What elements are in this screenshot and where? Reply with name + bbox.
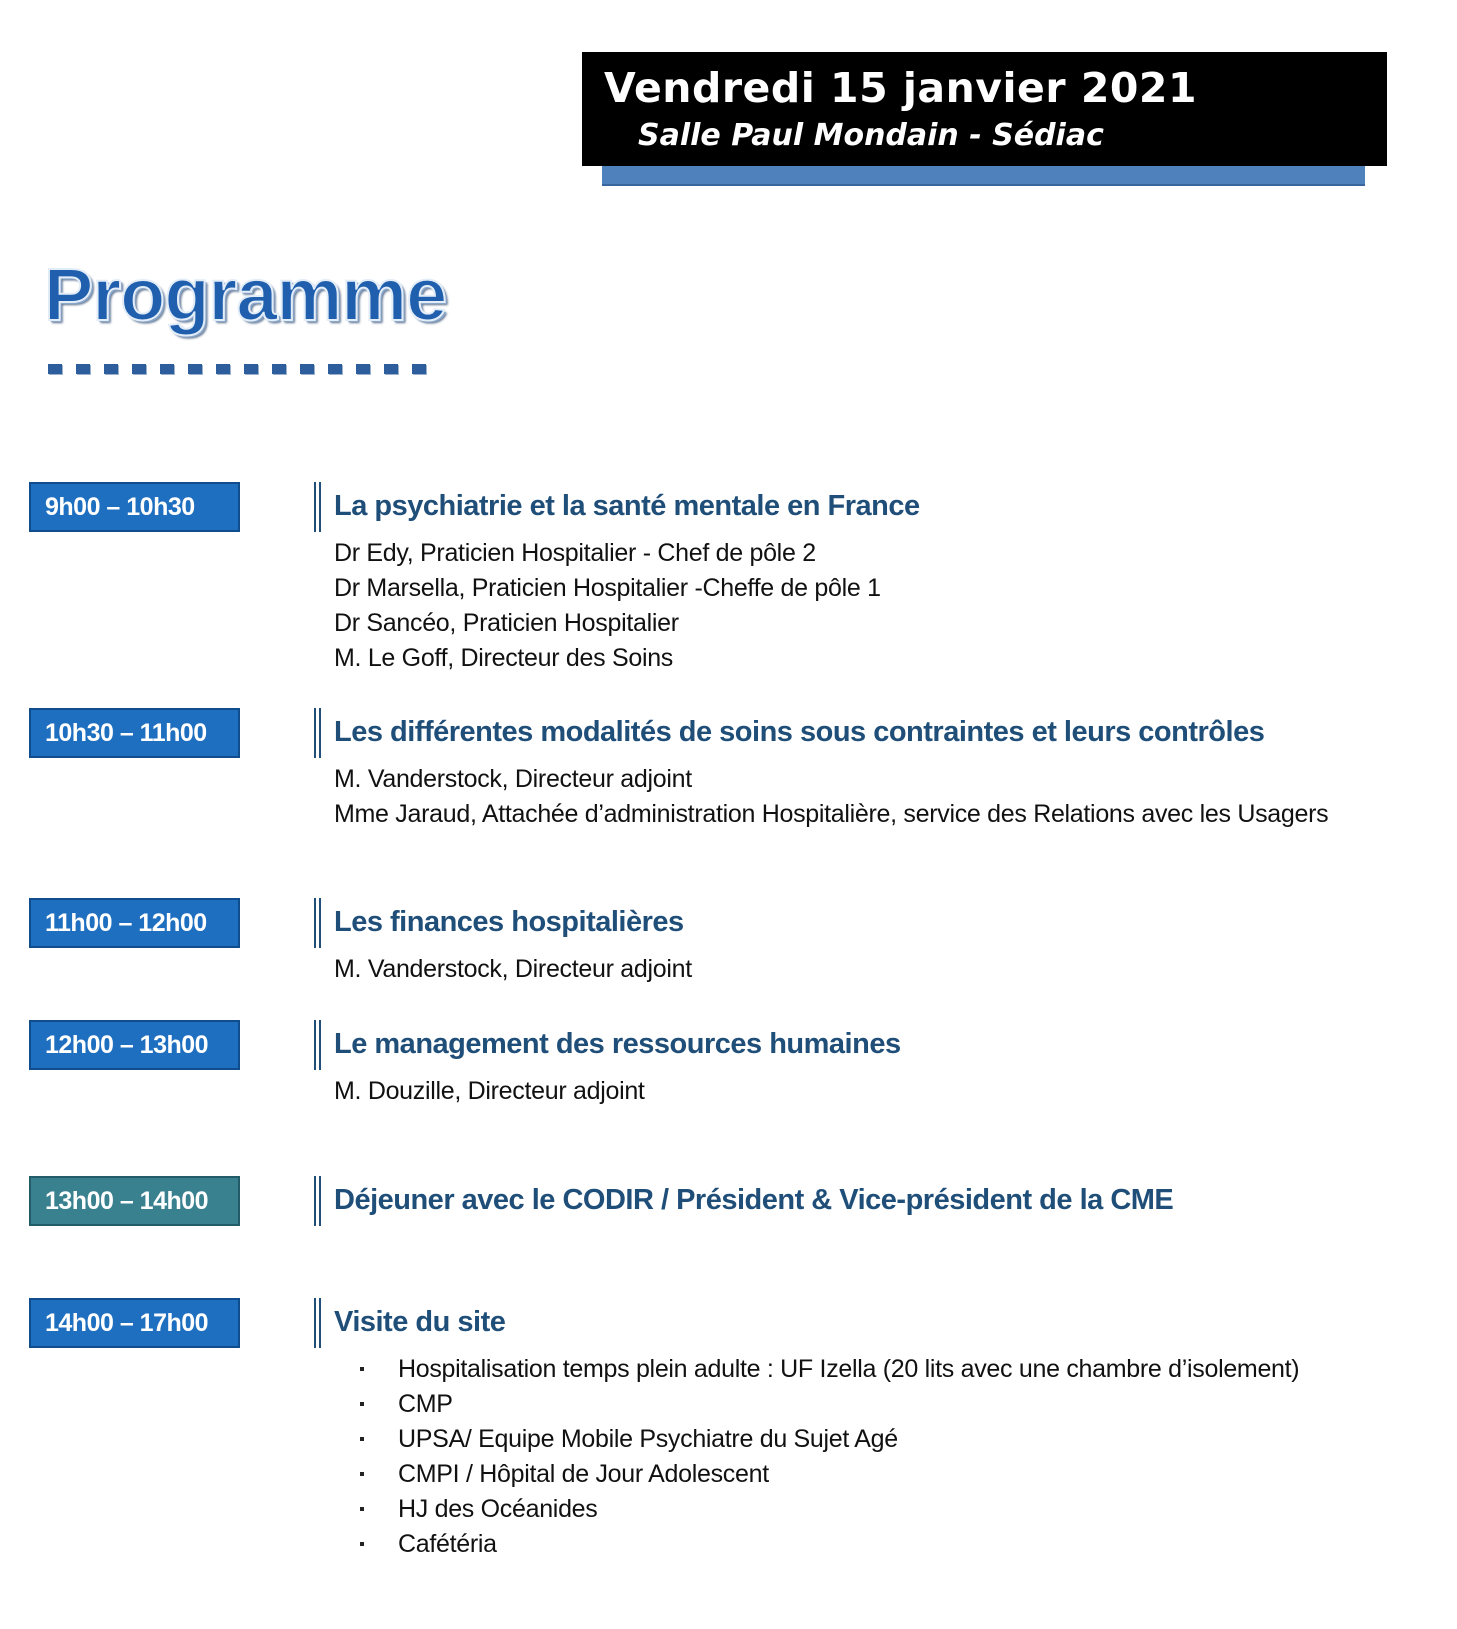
- session-bar: [314, 708, 321, 758]
- visit-list: [360, 1352, 1299, 1562]
- list-item: Cafétéria: [360, 1527, 1299, 1562]
- speaker-list: [334, 1074, 1339, 1109]
- title-underline-dashes: [48, 364, 426, 376]
- session-bar: [314, 898, 321, 948]
- list-item: CMP: [360, 1387, 1299, 1422]
- session-title: Le management des ressources humaines: [334, 1028, 901, 1060]
- speaker-list: [334, 762, 1339, 832]
- page-title: Programme: [44, 253, 447, 336]
- list-item: Hospitalisation temps plein adulte : UF Izella (20 lits avec une chambre d’isolement): [360, 1352, 1299, 1387]
- list-item: CMPI / Hôpital de Jour Adolescent: [360, 1457, 1299, 1492]
- speaker: Mme Jaraud, Attachée d’administration Hospitalière, service des Relations avec les Usagers: [334, 800, 1329, 828]
- list-item: UPSA/ Equipe Mobile Psychiatre du Sujet Agé: [360, 1422, 1299, 1457]
- speaker-list: [334, 952, 1339, 987]
- speaker: Dr Sancéo, Praticien Hospitalier: [334, 609, 679, 637]
- bullet-icon: [360, 1472, 364, 1476]
- speaker: M. Vanderstock, Directeur adjoint: [334, 955, 692, 983]
- time-slot: 10h30 – 11h00: [29, 708, 240, 758]
- session-bar: [314, 1176, 321, 1226]
- bullet-icon: [360, 1542, 364, 1546]
- event-location: Salle Paul Mondain - Sédiac: [638, 118, 1104, 153]
- speaker: M. Douzille, Directeur adjoint: [334, 1077, 645, 1105]
- session-title: Les différentes modalités de soins sous contraintes et leurs contrôles: [334, 716, 1265, 748]
- time-slot: 12h00 – 13h00: [29, 1020, 240, 1070]
- time-slot: 13h00 – 14h00: [29, 1176, 240, 1226]
- list-item: HJ des Océanides: [360, 1492, 1299, 1527]
- speaker: Dr Edy, Praticien Hospitalier - Chef de pôle 2: [334, 539, 816, 567]
- bullet-icon: [360, 1402, 364, 1406]
- session-title: Les finances hospitalières: [334, 906, 684, 938]
- speaker: M. Le Goff, Directeur des Soins: [334, 644, 674, 672]
- speaker: M. Vanderstock, Directeur adjoint: [334, 765, 692, 793]
- banner-shadow: [602, 164, 1365, 186]
- session-bar: [314, 482, 321, 532]
- bullet-icon: [360, 1507, 364, 1511]
- speaker-list: [334, 536, 1339, 676]
- header-banner: [582, 52, 1387, 166]
- event-date: Vendredi 15 janvier 2021: [604, 64, 1197, 112]
- time-slot: 11h00 – 12h00: [29, 898, 240, 948]
- session-title: La psychiatrie et la santé mentale en France: [334, 490, 920, 522]
- session-bar: [314, 1020, 321, 1070]
- bullet-icon: [360, 1437, 364, 1441]
- session-bar: [314, 1298, 321, 1348]
- speaker: Dr Marsella, Praticien Hospitalier -Cheffe de pôle 1: [334, 574, 881, 602]
- time-slot: 9h00 – 10h30: [29, 482, 240, 532]
- session-title: Visite du site: [334, 1306, 506, 1338]
- bullet-icon: [360, 1367, 364, 1371]
- time-slot: 14h00 – 17h00: [29, 1298, 240, 1348]
- session-title: Déjeuner avec le CODIR / Président & Vice-président de la CME: [334, 1184, 1174, 1216]
